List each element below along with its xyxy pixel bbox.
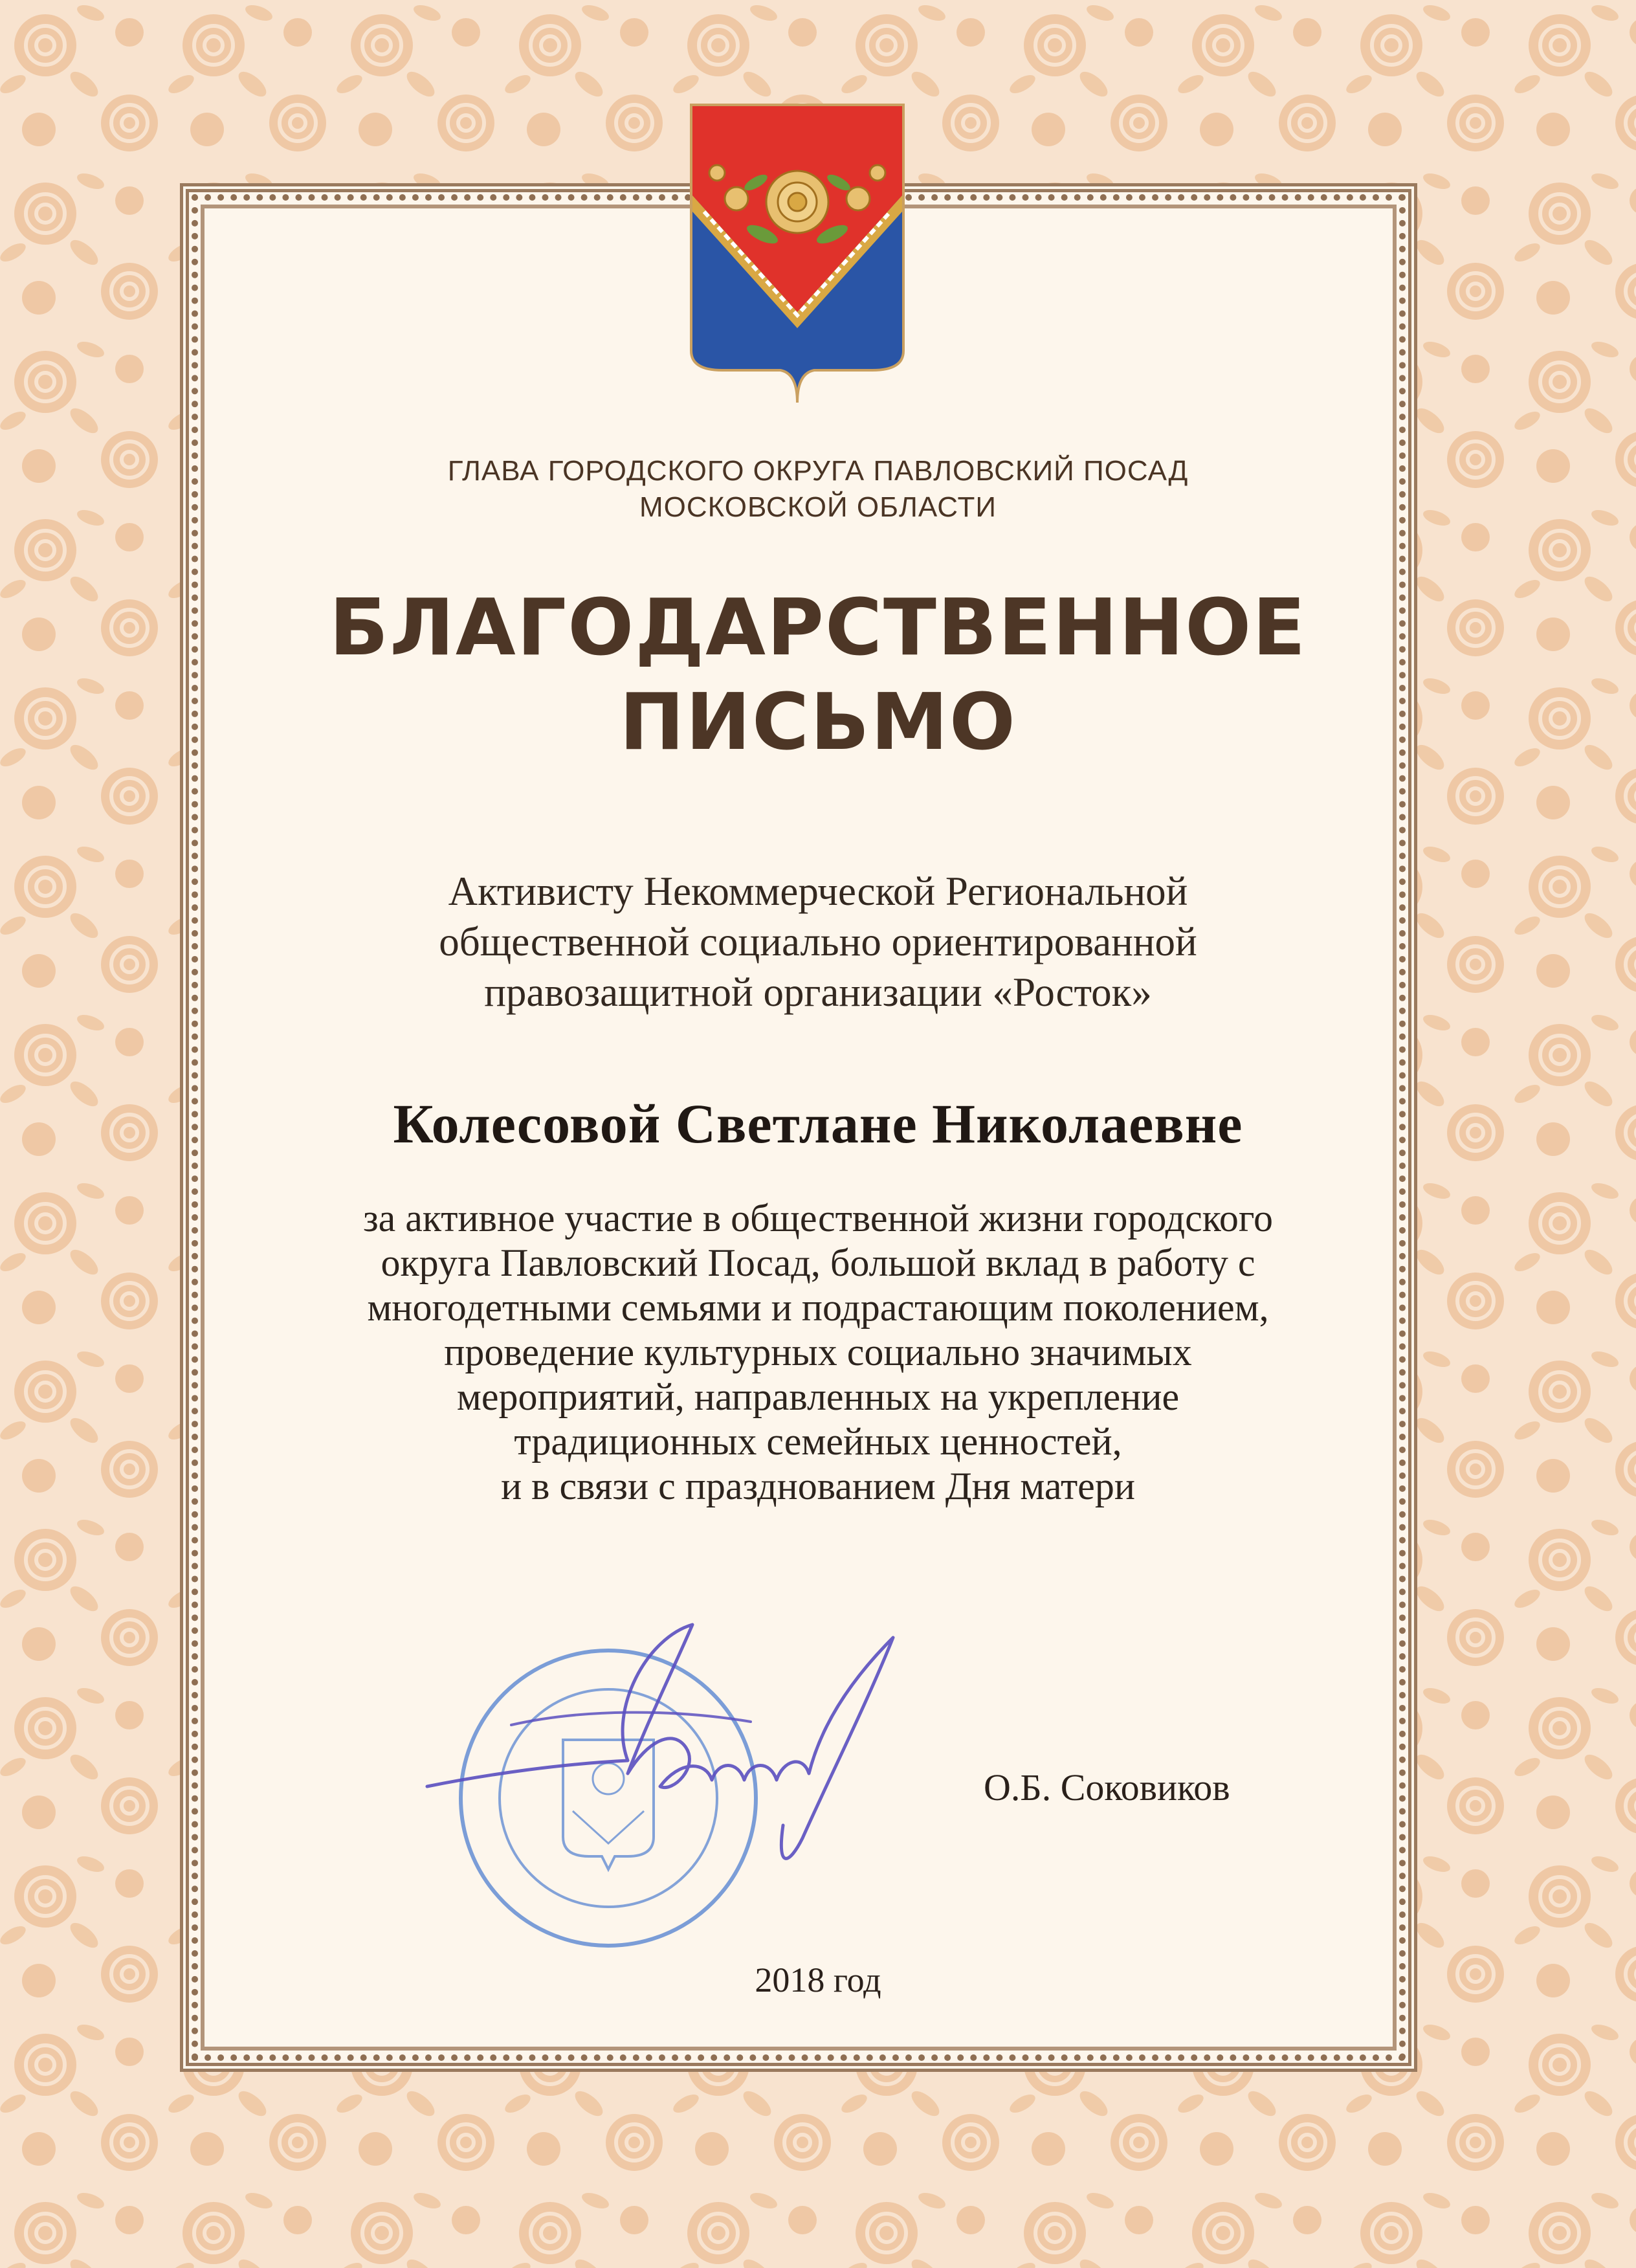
- signature: [414, 1612, 906, 1884]
- document-title: [0, 581, 1636, 770]
- issuer-header: [0, 453, 1636, 526]
- reason-line-4: проведение культурных социально значимых: [444, 1331, 1192, 1373]
- reason-line-6: традиционных семейных ценностей,: [514, 1420, 1122, 1463]
- issue-year: 2018 год: [755, 1961, 881, 1999]
- coat-of-arms-icon: [678, 98, 916, 404]
- signer-name: О.Б. Соковиков: [984, 1766, 1230, 1808]
- title-line-2: ПИСЬМО: [619, 678, 1017, 768]
- recipient-name: Колесовой Светлане Николаевне: [393, 1093, 1243, 1155]
- recipient-line-3: правозащитной организации «Росток»: [484, 970, 1152, 1015]
- reason-line-2: округа Павловский Посад, большой вклад в работу с: [381, 1241, 1255, 1284]
- title-line-1: БЛАГОДАРСТВЕННОЕ: [329, 583, 1307, 673]
- issuer-header-line-1: ГЛАВА ГОРОДСКОГО ОКРУГА ПАВЛОВСКИЙ ПОСАД: [447, 455, 1189, 487]
- recipient-organization: [0, 866, 1636, 1017]
- award-reason: [0, 1196, 1636, 1509]
- reason-line-3: многодетными семьями и подрастающим поколением,: [367, 1286, 1269, 1329]
- reason-line-1: за активное участие в общественной жизни городского: [362, 1197, 1274, 1240]
- reason-line-7: и в связи с празднованием Дня матери: [501, 1465, 1135, 1507]
- recipient-line-2: общественной социально ориентированной: [439, 919, 1197, 964]
- recipient-line-1: Активисту Некоммерческой Региональной: [448, 869, 1188, 914]
- reason-line-5: мероприятий, направленных на укрепление: [456, 1375, 1180, 1418]
- issuer-header-line-2: МОСКОВСКОЙ ОБЛАСТИ: [639, 491, 997, 523]
